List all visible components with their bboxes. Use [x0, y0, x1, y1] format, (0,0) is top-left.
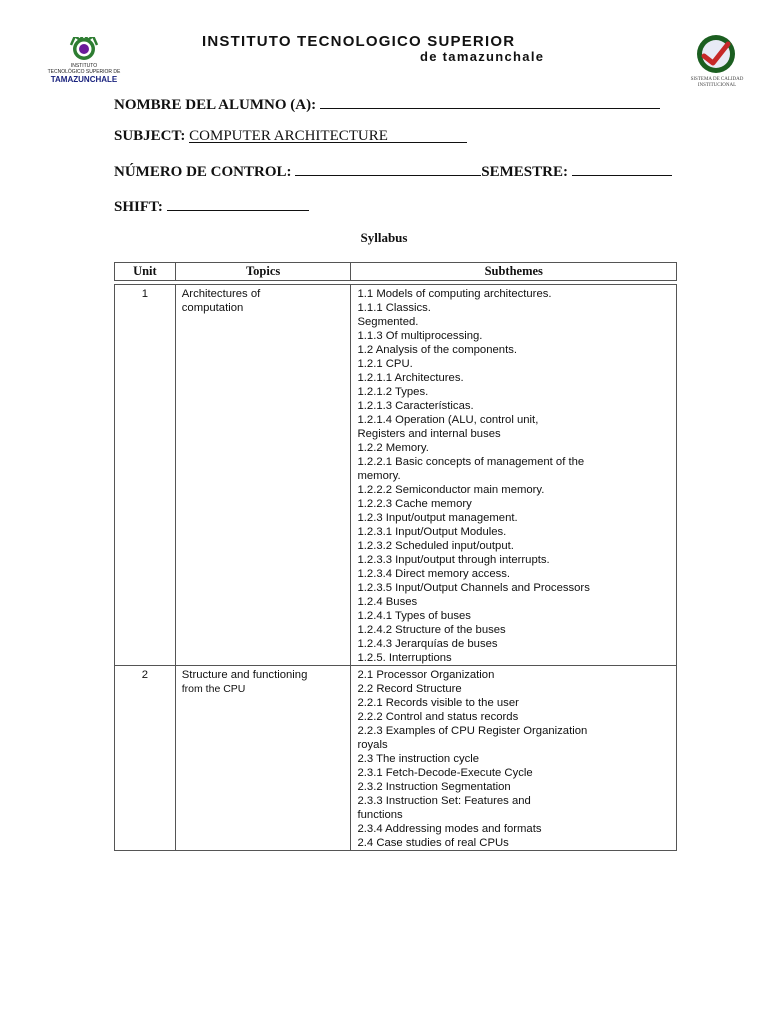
subject-value: COMPUTER ARCHITECTURE	[189, 128, 388, 144]
table-row	[115, 666, 677, 851]
student-name-blank[interactable]	[320, 94, 660, 109]
subtheme-item: 1.2.3.3 Input/output through interrupts.	[357, 554, 550, 566]
subtheme-item: 1.2.1.3 Características.	[357, 400, 474, 412]
subtheme-item: 1.2.3.4 Direct memory access.	[357, 568, 511, 580]
subtheme-item: 1.2.4.3 Jerarquías de buses	[357, 638, 498, 650]
logo-text-2: TECNOLÓGICO SUPERIOR DE	[47, 69, 121, 75]
institution-city: de tamazunchale	[420, 49, 545, 64]
subthemes-cell	[351, 666, 677, 851]
subject-field	[114, 128, 467, 145]
subtheme-item: 1.1 Models of computing architectures.	[357, 288, 552, 300]
subtheme-item: 1.2.3 Input/output management.	[357, 512, 518, 524]
topic-text-line2: from the CPU	[181, 683, 246, 695]
subtheme-item: 1.2.4 Buses	[357, 596, 418, 608]
unit-cell: 2	[115, 666, 176, 851]
subtheme-item: 2.2.2 Control and status records	[357, 711, 519, 723]
student-name-label: NOMBRE DEL ALUMNO (A):	[114, 97, 317, 113]
subject-blank[interactable]	[189, 128, 467, 143]
subtheme-item: 2.3.3 Instruction Set: Features and	[357, 795, 531, 807]
subtheme-item: 1.2.2.2 Semiconductor main memory.	[357, 484, 545, 496]
caption-line-2: INSTITUCIONAL	[697, 83, 737, 88]
student-name-field	[114, 94, 660, 114]
subthemes-cell	[351, 285, 677, 666]
column-header-subthemes: Subthemes	[351, 263, 677, 281]
subtheme-item: functions	[357, 809, 403, 821]
syllabus-table	[114, 262, 677, 851]
shift-field	[114, 196, 309, 216]
semester-label: SEMESTRE:	[481, 164, 568, 180]
subtheme-item: 1.2 Analysis of the components.	[357, 344, 517, 356]
subtheme-item: royals	[357, 739, 388, 751]
institution-logo	[38, 37, 130, 87]
subtheme-item: 1.2.3.1 Input/Output Modules.	[357, 526, 507, 538]
topic-text: Architectures of computation	[181, 288, 261, 314]
subtheme-item: 1.2.3.5 Input/Output Channels and Processors	[357, 582, 590, 594]
unit-cell: 1	[115, 285, 176, 666]
institution-name: INSTITUTO TECNOLOGICO SUPERIOR	[202, 33, 516, 50]
logo-text-3: TAMAZUNCHALE	[50, 75, 118, 84]
subtheme-item: 1.2.5. Interruptions	[357, 652, 452, 664]
subtheme-item: 1.2.1 CPU.	[357, 358, 413, 370]
topic-text-line1: Structure and functioning	[181, 669, 308, 681]
logo-text-1: INSTITUTO	[70, 63, 98, 69]
subtheme-item: 2.2 Record Structure	[357, 683, 462, 695]
subtheme-item: 2.2.1 Records visible to the user	[357, 697, 519, 709]
subtheme-item: 1.2.1.2 Types.	[357, 386, 429, 398]
shift-label: SHIFT:	[114, 199, 163, 215]
semester-blank[interactable]	[572, 161, 672, 176]
subtheme-item: 1.2.3.2 Scheduled input/output.	[357, 540, 514, 552]
subtheme-item: 1.2.1.1 Architectures.	[357, 372, 464, 384]
topic-cell	[175, 285, 351, 666]
subtheme-item: 2.3 The instruction cycle	[357, 753, 480, 765]
subtheme-item: 1.2.2 Memory.	[357, 442, 429, 454]
subtheme-item: memory.	[357, 470, 401, 482]
control-number-blank[interactable]	[295, 161, 481, 176]
subtheme-item: 1.2.4.2 Structure of the buses	[357, 624, 506, 636]
subtheme-item: 1.1.1 Classics.	[357, 302, 431, 314]
shift-blank[interactable]	[167, 196, 309, 211]
subtheme-item: 2.2.3 Examples of CPU Register Organization	[357, 725, 588, 737]
subtheme-item: 2.1 Processor Organization	[357, 669, 495, 681]
topic-cell	[175, 666, 351, 851]
quality-system-caption	[680, 77, 754, 89]
control-number-field	[114, 161, 672, 181]
subtheme-item: 2.4 Case studies of real CPUs	[357, 837, 509, 849]
subtheme-item: 2.3.4 Addressing modes and formats	[357, 823, 542, 835]
caption-line-1: SISTEMA DE CALIDAD	[690, 77, 744, 82]
subtheme-item: 1.2.2.3 Cache memory	[357, 498, 472, 510]
subtheme-item: 1.2.4.1 Types of buses	[357, 610, 471, 622]
subject-label: SUBJECT:	[114, 128, 186, 144]
syllabus-title: Syllabus	[360, 230, 408, 245]
column-header-unit: Unit	[115, 263, 176, 281]
column-header-topics: Topics	[175, 263, 351, 281]
table-row	[115, 285, 677, 666]
control-number-label: NÚMERO DE CONTROL:	[114, 164, 292, 180]
subtheme-item: 1.2.2.1 Basic concepts of management of the	[357, 456, 585, 468]
subtheme-item: 2.3.1 Fetch-Decode-Execute Cycle	[357, 767, 533, 779]
subtheme-item: Segmented.	[357, 316, 419, 328]
subtheme-item: 1.1.3 Of multiprocessing.	[357, 330, 483, 342]
table-header-row	[115, 263, 677, 281]
subtheme-item: Registers and internal buses	[357, 428, 501, 440]
subtheme-item: 2.3.2 Instruction Segmentation	[357, 781, 511, 793]
subtheme-item: 1.2.1.4 Operation (ALU, control unit,	[357, 414, 539, 426]
